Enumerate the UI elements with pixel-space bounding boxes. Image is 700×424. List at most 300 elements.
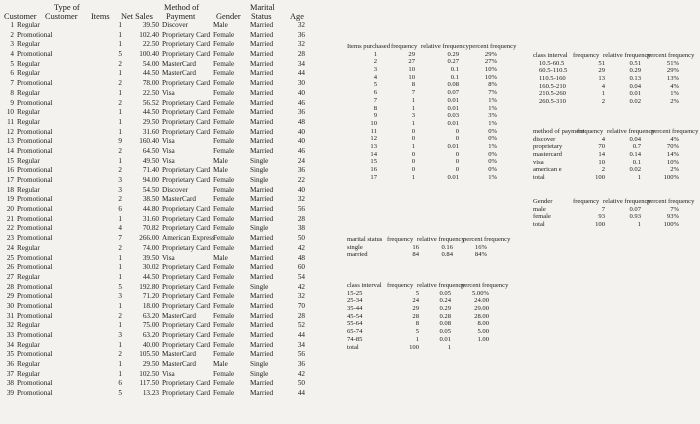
payment-method: Proprietary Card: [162, 166, 211, 175]
table-cell: 5: [373, 81, 377, 89]
gender: Female: [213, 301, 235, 310]
table-cell: 29: [412, 305, 419, 313]
table-row: [347, 112, 519, 120]
table-cell: 84%: [474, 251, 487, 259]
row-index: 28: [6, 282, 14, 291]
customer-type: Regular: [17, 21, 40, 29]
row-index: 33: [6, 331, 14, 339]
age: 32: [297, 195, 305, 204]
age: 48: [297, 253, 305, 262]
items-count: 1: [118, 108, 122, 117]
row-index: 16: [6, 166, 14, 175]
age-class-frequency-table: [347, 282, 519, 351]
net-sales: 160.40: [139, 137, 159, 146]
table-cell: 27%: [484, 58, 497, 66]
payment-method: Visa: [162, 253, 175, 262]
marital-status: Single: [250, 224, 269, 233]
table-row: [2, 69, 314, 79]
table-cell: 0.07: [447, 89, 459, 97]
payment-method: Discover: [162, 21, 188, 29]
gender: Female: [213, 331, 235, 339]
column-header: relative frequency: [603, 198, 651, 205]
table-cell: 1%: [670, 90, 679, 98]
table-cell: 8: [411, 81, 415, 89]
gender: Female: [213, 311, 235, 320]
table-row: [533, 213, 697, 221]
table-cell: 16: [370, 166, 377, 173]
table-row: [2, 147, 314, 157]
table-cell: 160.5-210: [539, 82, 566, 90]
table-row: [533, 83, 697, 91]
age: 50: [297, 379, 305, 388]
table-cell: 9: [373, 112, 377, 120]
table-row: [347, 151, 519, 159]
net-sales: 63.20: [142, 331, 159, 339]
table-row: [347, 251, 517, 259]
table-row: [347, 74, 519, 82]
table-cell: 100: [595, 221, 605, 229]
table-row: [347, 313, 519, 321]
table-row: [2, 205, 314, 215]
age: 40: [297, 127, 305, 136]
payment-method: Proprietary Card: [162, 108, 211, 117]
marital-status: Single: [250, 369, 269, 378]
table-cell: 0%: [488, 150, 497, 158]
header-items: Items: [91, 12, 110, 21]
table-cell: 1: [415, 335, 419, 343]
table-cell: 0.05: [439, 289, 451, 297]
table-cell: 1%: [488, 173, 497, 181]
customer-type: Promotional: [17, 234, 53, 243]
table-cell: 0%: [488, 127, 497, 135]
table-cell: 110.5-160: [539, 75, 566, 83]
table-cell: 0.16: [441, 243, 453, 251]
age: 48: [297, 117, 305, 126]
payment-method: Proprietary Card: [162, 127, 211, 136]
table-row: [347, 81, 519, 89]
gender: Female: [213, 292, 235, 301]
table-cell: 29: [598, 67, 605, 75]
payment-method: MasterCard: [162, 59, 196, 68]
table-cell: 8%: [488, 81, 497, 89]
items-count: 5: [118, 389, 122, 398]
table-cell: 0: [455, 127, 459, 135]
table-cell: 0: [411, 166, 415, 173]
header-marital: Marital: [250, 3, 275, 12]
gender: Female: [213, 214, 235, 223]
table-cell: 2: [601, 98, 605, 106]
column-header: percent frequency: [469, 43, 517, 50]
gender: Female: [213, 243, 235, 252]
payment-method: Proprietary Card: [162, 379, 211, 388]
customer-type: Promotional: [17, 292, 53, 301]
net-sales: 105.50: [139, 350, 159, 359]
table-cell: 13%: [666, 75, 679, 83]
gender: Female: [213, 108, 235, 117]
table-cell: 10%: [484, 66, 497, 74]
column-header: frequency: [391, 43, 418, 50]
marital-status: Married: [250, 127, 274, 136]
table-cell: 0.08: [447, 81, 459, 89]
net-sales: 117.50: [139, 379, 159, 388]
table-cell: 0: [455, 166, 459, 173]
items-count: 4: [118, 224, 122, 233]
age: 42: [297, 369, 305, 378]
row-index: 2: [10, 30, 14, 39]
table-cell: 0: [411, 127, 415, 135]
column-header: percent frequency: [461, 282, 509, 289]
row-index: 19: [6, 195, 14, 204]
payment-method: Proprietary Card: [162, 30, 211, 39]
marital-status: Married: [250, 350, 274, 359]
table-cell: 24.00: [474, 297, 489, 305]
table-cell: 0.01: [439, 335, 451, 343]
gender: Male: [213, 166, 228, 175]
gender-frequency-table: [533, 198, 697, 229]
column-header: percent frequency: [463, 236, 511, 243]
table-cell: 100: [409, 343, 419, 351]
net-sales: 44.50: [142, 272, 159, 281]
row-index: 11: [7, 117, 14, 126]
items-frequency-table: [347, 43, 519, 181]
table-cell: visa: [533, 158, 544, 166]
payment-method: Visa: [162, 137, 175, 146]
table-cell: 0.04: [629, 135, 641, 143]
gender: Female: [213, 185, 235, 194]
age: 36: [297, 360, 305, 369]
payment-method: Proprietary Card: [162, 263, 211, 272]
column-header: relative frequency: [417, 282, 465, 289]
marital-status: Married: [250, 108, 274, 117]
table-row: [2, 244, 314, 254]
customer-type: Promotional: [17, 195, 53, 204]
customer-type: Regular: [17, 185, 40, 194]
payment-method: Proprietary Card: [162, 50, 211, 59]
row-index: 14: [6, 146, 14, 155]
table-cell: proprietary: [533, 143, 563, 151]
column-header: Items purchased: [347, 43, 391, 50]
table-cell: 0: [455, 150, 459, 158]
row-index: 8: [10, 88, 14, 97]
items-count: 2: [118, 243, 122, 252]
items-count: 2: [118, 166, 122, 175]
table-row: [347, 328, 519, 336]
table-row: [2, 263, 314, 273]
table-header-row: [533, 198, 697, 206]
header-net-sales: Net Sales: [121, 12, 153, 21]
table-cell: 14%: [666, 151, 679, 159]
table-row: [2, 312, 314, 322]
net-sales: 30.02: [142, 263, 159, 272]
table-cell: total: [347, 343, 359, 351]
table-row: [2, 50, 314, 60]
table-cell: 1%: [488, 96, 497, 104]
table-row: [533, 159, 697, 167]
table-cell: 0.05: [439, 328, 451, 336]
column-header: method of payment: [533, 128, 585, 135]
row-index: 21: [6, 214, 14, 223]
age: 52: [297, 321, 305, 330]
table-row: [533, 98, 697, 106]
table-cell: 25-34: [347, 297, 363, 305]
table-row: [347, 89, 519, 97]
table-row: [347, 135, 519, 143]
row-index: 12: [6, 127, 14, 136]
table-cell: 0.29: [439, 305, 451, 313]
column-header: percent frequency: [647, 198, 695, 205]
items-count: 9: [118, 137, 122, 146]
net-sales: 71.20: [142, 292, 159, 301]
marital-status: Married: [250, 253, 274, 262]
age: 32: [297, 21, 305, 29]
table-cell: 0.14: [629, 151, 641, 159]
items-count: 1: [118, 117, 122, 126]
age: 28: [297, 50, 305, 59]
row-index: 22: [6, 224, 14, 233]
table-cell: 0%: [488, 166, 497, 173]
table-cell: 65-74: [347, 328, 363, 336]
age: 54: [297, 272, 305, 281]
table-cell: 17: [370, 173, 377, 181]
marital-status: Married: [250, 301, 274, 310]
table-cell: 2%: [670, 98, 679, 106]
items-count: 2: [118, 79, 122, 88]
table-cell: 1%: [488, 142, 497, 150]
table-cell: 0.28: [439, 312, 451, 320]
customer-type: Regular: [17, 360, 40, 369]
items-count: 3: [118, 185, 122, 194]
column-header: frequency: [387, 236, 414, 243]
payment-method: Proprietary Card: [162, 117, 211, 126]
row-index: 25: [6, 253, 14, 262]
table-cell: 1%: [488, 104, 497, 112]
items-count: 6: [118, 205, 122, 214]
customer-type: Promotional: [17, 98, 53, 107]
table-cell: 93%: [666, 213, 679, 221]
table-cell: 3%: [488, 112, 497, 120]
items-count: 7: [118, 234, 122, 243]
table-cell: 29%: [666, 67, 679, 75]
age: 50: [297, 234, 305, 243]
gender: Female: [213, 146, 235, 155]
age: 34: [297, 59, 305, 68]
gender: Female: [213, 30, 235, 39]
items-count: 5: [118, 282, 122, 291]
table-cell: 10: [598, 158, 605, 166]
customer-type: Promotional: [17, 146, 53, 155]
table-cell: 5: [415, 289, 419, 297]
gender: Female: [213, 234, 235, 243]
table-cell: 10: [408, 73, 415, 81]
table-header-row: [533, 52, 697, 60]
net-sales: 70.82: [142, 224, 159, 233]
items-count: 1: [118, 301, 122, 310]
table-row: [2, 118, 314, 128]
table-cell: 4%: [670, 82, 679, 90]
payment-method: Proprietary Card: [162, 40, 211, 49]
table-row: [2, 157, 314, 167]
marital-status: Married: [250, 234, 274, 243]
gender: Male: [213, 360, 228, 369]
items-count: 5: [118, 50, 122, 59]
table-cell: 100: [595, 174, 605, 182]
row-index: 34: [6, 340, 14, 349]
net-sales: 78.00: [142, 79, 159, 88]
net-sales: 54.50: [142, 185, 159, 194]
gender: Female: [213, 272, 235, 281]
marital-status: Single: [250, 156, 269, 165]
table-row: [347, 66, 519, 74]
table-row: [2, 137, 314, 147]
age: 56: [297, 205, 305, 214]
table-cell: 8: [373, 104, 377, 112]
table-row: [347, 336, 519, 344]
header-customer-label: Customer: [4, 12, 37, 21]
gender: Female: [213, 98, 235, 107]
net-sales: 192.80: [139, 282, 159, 291]
row-index: 17: [6, 176, 14, 184]
payment-method: MasterCard: [162, 360, 196, 369]
table-row: [2, 128, 314, 138]
table-row: [2, 215, 314, 225]
table-cell: 35-44: [347, 305, 363, 313]
customer-type: Regular: [17, 108, 40, 117]
table-cell: 70%: [666, 143, 679, 151]
table-cell: 0.7: [632, 143, 641, 151]
table-cell: 0: [455, 158, 459, 166]
table-cell: 15-25: [347, 289, 363, 297]
customer-type: Regular: [17, 369, 40, 378]
table-cell: 3: [373, 66, 377, 74]
payment-method: American Express: [162, 234, 215, 243]
table-cell: 1: [447, 343, 451, 351]
table-cell: male: [533, 205, 546, 213]
marital-status: Married: [250, 117, 274, 126]
customer-type: Regular: [17, 156, 40, 165]
table-row: [347, 120, 519, 128]
customer-type: Promotional: [17, 137, 53, 146]
header-customer-label-2: Customer: [45, 12, 78, 21]
table-row: [2, 283, 314, 293]
payment-method: Proprietary Card: [162, 331, 211, 339]
table-row: [347, 320, 519, 328]
table-cell: 0.04: [629, 82, 641, 90]
customer-type: Promotional: [17, 224, 53, 233]
gender: Female: [213, 88, 235, 97]
table-cell: 0.01: [447, 96, 459, 104]
table-row: [2, 40, 314, 50]
table-cell: 8.00: [477, 320, 489, 328]
table-cell: 29: [408, 50, 415, 58]
column-header: relative frequency: [421, 43, 469, 50]
customer-type: Promotional: [17, 166, 53, 175]
table-row: [2, 254, 314, 264]
table-cell: 14: [598, 151, 605, 159]
table-row: [2, 108, 314, 118]
marital-status: Married: [250, 292, 274, 301]
table-row: [2, 224, 314, 234]
table-cell: 0.07: [629, 205, 641, 213]
age: 44: [297, 69, 305, 78]
items-count: 1: [118, 214, 122, 223]
payment-method: Proprietary Card: [162, 301, 211, 310]
column-header: Gender: [533, 198, 553, 205]
table-cell: 0.29: [629, 67, 641, 75]
net-sales: 22.50: [142, 40, 159, 49]
header-type-of: Type of: [54, 3, 80, 12]
table-row: [2, 60, 314, 70]
table-cell: female: [533, 213, 551, 221]
table-row: [2, 321, 314, 331]
age: 30: [297, 79, 305, 88]
payment-method: Proprietary Card: [162, 243, 211, 252]
column-header: marital status: [347, 236, 383, 243]
marital-status: Married: [250, 50, 274, 59]
payment-method: Proprietary Card: [162, 321, 211, 330]
table-row: [347, 344, 519, 352]
age: 40: [297, 185, 305, 194]
table-cell: 1: [601, 90, 605, 98]
gender: Female: [213, 389, 235, 398]
table-row: [2, 292, 314, 302]
row-index: 13: [6, 137, 14, 146]
gender: Female: [213, 369, 235, 378]
customer-type: Promotional: [17, 301, 53, 310]
payment-method: Visa: [162, 156, 175, 165]
row-index: 3: [10, 40, 14, 49]
payment-method: Proprietary Card: [162, 205, 211, 214]
table-cell: 5.00%: [471, 289, 489, 297]
table-cell: 260.5-310: [539, 98, 566, 106]
net-sales: 102.40: [139, 30, 159, 39]
table-cell: 0.29: [447, 50, 459, 58]
gender: Female: [213, 321, 235, 330]
column-header: frequency: [577, 128, 604, 135]
payment-method: Visa: [162, 369, 175, 378]
payment-method: Proprietary Card: [162, 272, 211, 281]
age: 38: [297, 224, 305, 233]
customer-type: Regular: [17, 69, 40, 78]
marital-status: Married: [250, 331, 274, 339]
column-header: relative frequency: [603, 52, 651, 59]
table-cell: 1: [373, 50, 377, 58]
customer-type: Regular: [17, 243, 40, 252]
table-cell: 0.02: [629, 166, 641, 174]
payment-method: Proprietary Card: [162, 214, 211, 223]
items-count: 1: [118, 30, 122, 39]
row-index: 39: [6, 389, 14, 398]
net-sales: 44.80: [142, 205, 159, 214]
row-index: 38: [6, 379, 14, 388]
payment-method: Visa: [162, 146, 175, 155]
table-header-row: [347, 236, 517, 244]
column-header: class interval: [347, 282, 382, 289]
marital-status: Married: [250, 263, 274, 272]
gender: Female: [213, 195, 235, 204]
column-header: class interval: [533, 52, 568, 59]
table-cell: 3: [411, 112, 415, 120]
marital-frequency-table: [347, 236, 517, 259]
table-row: [347, 174, 519, 182]
customer-type: Promotional: [17, 263, 53, 272]
customer-type: Regular: [17, 321, 40, 330]
table-row: [347, 58, 519, 66]
marital-status: Married: [250, 272, 274, 281]
age: 46: [297, 146, 305, 155]
net-sales: 94.00: [142, 176, 159, 184]
table-cell: 7: [411, 89, 415, 97]
marital-status: Single: [250, 176, 269, 184]
